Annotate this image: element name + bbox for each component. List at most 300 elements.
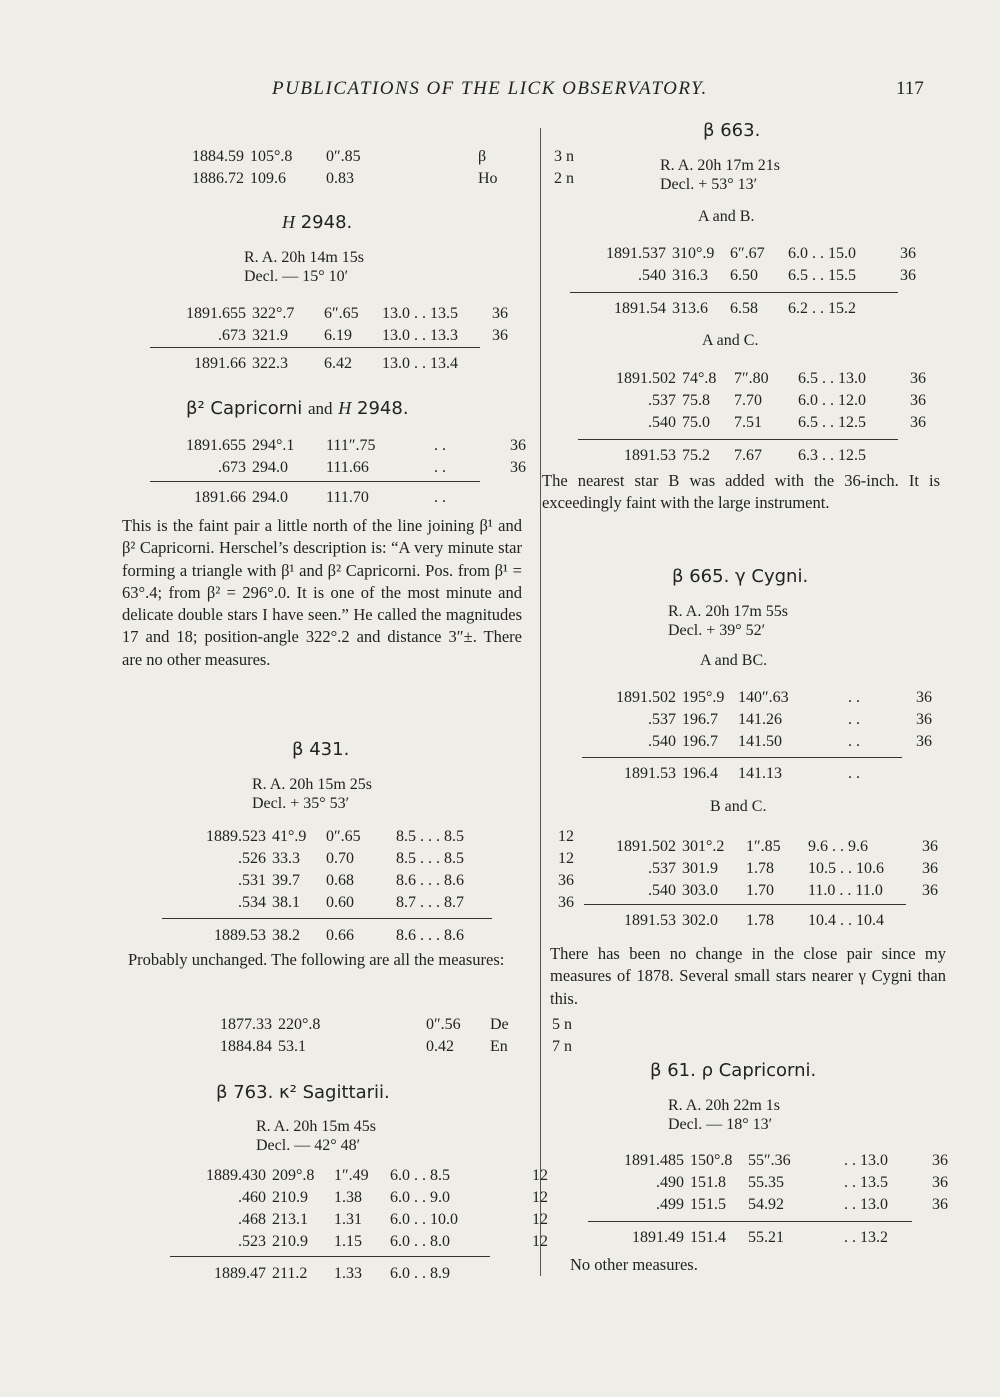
cell-nights xyxy=(532,1263,568,1285)
cell-nights: 36 xyxy=(510,437,526,454)
cell-distance: 1.70 xyxy=(746,882,774,899)
table-row xyxy=(162,826,594,848)
cell-distance: 1.78 xyxy=(746,912,774,929)
table-row xyxy=(170,1187,568,1209)
paragraph-probably-unchanged: Probably unchanged. The following are all the measures: xyxy=(128,950,505,969)
cell-epoch: 1891.53 xyxy=(624,447,676,464)
cell-distance: 111.70 xyxy=(326,489,369,506)
table-row xyxy=(574,243,936,265)
cell-epoch: .537 xyxy=(648,392,676,409)
cell-magnitudes: De xyxy=(490,1016,509,1033)
mean-row xyxy=(152,353,528,375)
cell-nights xyxy=(900,298,936,320)
cell-nights: 12 xyxy=(532,1233,548,1250)
cell-position-angle: 196.4 xyxy=(682,765,718,782)
rule xyxy=(584,904,906,905)
cell-distance: 1.38 xyxy=(334,1189,362,1206)
cell-nights xyxy=(932,1227,968,1249)
cell-position-angle: 294.0 xyxy=(252,459,288,476)
cell-epoch: .490 xyxy=(656,1174,684,1191)
cell-nights: 2 n xyxy=(554,170,574,187)
title-number: β 763. xyxy=(216,1082,274,1103)
cell-nights: 36 xyxy=(932,1196,948,1213)
title-number: β 61. xyxy=(650,1060,696,1081)
cell-distance: 111″.75 xyxy=(326,437,376,454)
note-b61: No other measures. xyxy=(570,1255,698,1274)
table-row xyxy=(582,687,952,709)
cell-nights: 12 xyxy=(532,1189,548,1206)
section-title-b763 xyxy=(216,1082,390,1103)
table-row xyxy=(162,892,594,914)
cell-epoch: 1891.502 xyxy=(616,370,676,387)
cell-distance: 1.15 xyxy=(334,1233,362,1250)
cell-position-angle: 75.0 xyxy=(682,414,710,431)
cell-epoch: .531 xyxy=(238,872,266,889)
cell-magnitudes: . . xyxy=(848,733,860,750)
table-b61-mean xyxy=(590,1227,968,1249)
cell-nights: 36 xyxy=(910,414,926,431)
cell-nights: 12 xyxy=(532,1167,548,1184)
cell-position-angle: 321.9 xyxy=(252,327,288,344)
cell-position-angle: 151.8 xyxy=(690,1174,726,1191)
coordinates-b763 xyxy=(256,1117,376,1155)
table-row xyxy=(152,146,590,168)
cell-epoch: 1891.49 xyxy=(632,1229,684,1246)
cell-distance: 55.21 xyxy=(748,1229,784,1246)
table-b2cap xyxy=(152,435,546,479)
cell-position-angle: 196.7 xyxy=(682,733,718,750)
cell-position-angle: 322°.7 xyxy=(252,305,295,322)
cell-position-angle: 313.6 xyxy=(672,300,708,317)
cell-distance: 54.92 xyxy=(748,1196,784,1213)
cell-position-angle: 213.1 xyxy=(272,1211,308,1228)
cell-epoch: 1891.485 xyxy=(624,1152,684,1169)
cell-position-angle: 195°.9 xyxy=(682,689,725,706)
cell-magnitudes: 6.2 . . 15.2 xyxy=(788,300,856,317)
cell-epoch: 1889.47 xyxy=(214,1265,266,1282)
section-title-b2cap xyxy=(186,398,409,419)
section-title-h2948 xyxy=(282,212,352,233)
table-b665-bc-mean xyxy=(584,910,958,932)
cell-position-angle: 302.0 xyxy=(682,912,718,929)
cell-distance: 7.51 xyxy=(734,414,762,431)
cell-magnitudes: . . xyxy=(434,489,446,506)
subheading-a-and-b: A and B. xyxy=(698,208,755,225)
cell-epoch: .540 xyxy=(648,414,676,431)
cell-distance: 0.70 xyxy=(326,850,354,867)
declination: Decl. + 39° 52′ xyxy=(668,622,766,639)
table-row xyxy=(584,858,958,880)
cell-nights xyxy=(910,445,946,467)
coordinates-b665 xyxy=(668,602,788,640)
right-ascension: R. A. 20h 15m 45s xyxy=(256,1118,377,1135)
note-b665: There has been no change in the close pair since my measures of 1878. Several small stars nearer γ Cygni than this. xyxy=(550,944,946,1008)
section-title-b665 xyxy=(672,566,808,587)
cell-distance: 0.83 xyxy=(326,170,354,187)
cell-epoch: 1891.502 xyxy=(616,689,676,706)
star-name: ρ Capricorni. xyxy=(701,1060,817,1081)
table-b663-ac-mean xyxy=(578,445,946,467)
cell-epoch: 1891.537 xyxy=(606,245,666,262)
cell-magnitudes: 6.5 . . 12.5 xyxy=(798,414,866,431)
cell-position-angle: 322.3 xyxy=(252,355,288,372)
cell-distance: 141.13 xyxy=(738,765,782,782)
table-row xyxy=(162,1014,588,1036)
cell-magnitudes: 10.4 . . 10.4 xyxy=(808,912,884,929)
cell-epoch: 1884.59 xyxy=(192,148,244,165)
cell-position-angle: 210.9 xyxy=(272,1189,308,1206)
cell-epoch: .499 xyxy=(656,1196,684,1213)
right-ascension: R. A. 20h 17m 21s xyxy=(660,157,781,174)
star-name: γ Cygni. xyxy=(735,566,809,587)
table-b431-mean xyxy=(162,925,594,947)
coordinates-b431 xyxy=(252,775,372,813)
cell-magnitudes: 6.3 . . 12.5 xyxy=(798,447,866,464)
cell-nights xyxy=(922,910,958,932)
cell-nights: 36 xyxy=(492,305,508,322)
rule xyxy=(588,1221,912,1222)
cell-distance: 6.58 xyxy=(730,300,758,317)
cell-magnitudes: 9.6 . . 9.6 xyxy=(808,838,868,855)
declination: Decl. + 35° 53′ xyxy=(252,795,350,812)
title-and: and xyxy=(308,399,333,418)
table-b61 xyxy=(590,1150,968,1216)
cell-position-angle: 74°.8 xyxy=(682,370,717,387)
cell-epoch: .540 xyxy=(638,267,666,284)
table-b665-abc xyxy=(582,687,952,753)
cell-position-angle: 294.0 xyxy=(252,489,288,506)
cell-nights: 36 xyxy=(900,245,916,262)
cell-magnitudes: . . 13.0 xyxy=(844,1196,888,1213)
rule xyxy=(170,1256,490,1257)
table-row xyxy=(590,1150,968,1172)
mean-row xyxy=(152,487,546,509)
table-b763-mean xyxy=(170,1263,568,1285)
cell-position-angle: 210.9 xyxy=(272,1233,308,1250)
cell-distance: 1.78 xyxy=(746,860,774,877)
section-title-b663: β 663. xyxy=(703,120,761,141)
cell-magnitudes: 13.0 . . 13.4 xyxy=(382,355,458,372)
table-row xyxy=(162,848,594,870)
table-b431 xyxy=(162,826,594,914)
cell-magnitudes: 6.0 . . 9.0 xyxy=(390,1189,450,1206)
cell-nights: 36 xyxy=(558,894,574,911)
cell-position-angle: 150°.8 xyxy=(690,1152,733,1169)
cell-epoch: 1891.502 xyxy=(616,838,676,855)
subheading-a-and-c: A and C. xyxy=(702,332,759,349)
cell-epoch: .673 xyxy=(218,327,246,344)
mean-row xyxy=(162,925,594,947)
table-h2948 xyxy=(152,303,528,347)
cell-epoch: 1891.655 xyxy=(186,437,246,454)
cell-position-angle: 301°.2 xyxy=(682,838,725,855)
table-b665-bc xyxy=(584,836,958,902)
cell-nights: 3 n xyxy=(554,148,574,165)
mean-row xyxy=(574,298,936,320)
cell-position-angle: 196.7 xyxy=(682,711,718,728)
mean-row xyxy=(590,1227,968,1249)
cell-nights: 36 xyxy=(492,327,508,344)
running-title: PUBLICATIONS OF THE LICK OBSERVATORY. xyxy=(272,78,708,99)
cell-epoch: .537 xyxy=(648,860,676,877)
cell-nights: 36 xyxy=(558,872,574,889)
table-row xyxy=(590,1172,968,1194)
cell-distance: 140″.63 xyxy=(738,689,789,706)
cell-distance: 7.70 xyxy=(734,392,762,409)
cell-position-angle: 33.3 xyxy=(272,850,300,867)
right-ascension: R. A. 20h 15m 25s xyxy=(252,776,373,793)
cell-magnitudes: . . 13.2 xyxy=(844,1229,888,1246)
cell-position-angle: 109.6 xyxy=(250,170,286,187)
cell-epoch: 1889.523 xyxy=(206,828,266,845)
star-name: κ² Sagittarii. xyxy=(279,1082,390,1103)
table-row xyxy=(582,731,952,753)
declination: Decl. — 42° 48′ xyxy=(256,1137,361,1154)
mean-row xyxy=(578,445,946,467)
cell-magnitudes: . . 13.5 xyxy=(844,1174,888,1191)
table-row xyxy=(574,265,936,287)
table-historical-measures xyxy=(162,1014,588,1058)
cell-magnitudes: . . xyxy=(848,689,860,706)
cell-distance: 6″.65 xyxy=(324,305,359,322)
cell-nights: 36 xyxy=(922,860,938,877)
cell-position-angle: 301.9 xyxy=(682,860,718,877)
page-number: 117 xyxy=(896,78,924,99)
rule xyxy=(150,347,480,348)
cell-position-angle: 151.4 xyxy=(690,1229,726,1246)
cell-magnitudes: 6.5 . . 15.5 xyxy=(788,267,856,284)
mean-row xyxy=(170,1263,568,1285)
cell-distance: 7.67 xyxy=(734,447,762,464)
cell-magnitudes: 8.7 . . . 8.7 xyxy=(396,894,464,911)
cell-distance: 1.31 xyxy=(334,1211,362,1228)
cell-epoch: .526 xyxy=(238,850,266,867)
cell-position-angle: 75.2 xyxy=(682,447,710,464)
cell-epoch: 1891.66 xyxy=(194,355,246,372)
cell-epoch: 1889.430 xyxy=(206,1167,266,1184)
cell-nights xyxy=(510,487,546,509)
title-number: β 665. xyxy=(672,566,730,587)
cell-epoch: 1886.72 xyxy=(192,170,244,187)
table-row xyxy=(152,457,546,479)
cell-magnitudes: 6.0 . . 8.0 xyxy=(390,1233,450,1250)
rule xyxy=(578,439,898,440)
declination: Decl. — 15° 10′ xyxy=(244,268,349,285)
cell-distance: 141.50 xyxy=(738,733,782,750)
paragraph-herschel: This is the faint pair a little north of the line joining β¹ and β² Capricorni. Herschel’s description is: “A very minute star forming a triangle with β¹ and β² Capricorni. Pos. from β¹ = 63°.4; from β² = 296°.0. It is one of the most minute and delicate double stars I have seen.” He called the magnitudes 17 and 18; position-angle 322°.2 and distance 3″±. There are no other measures. xyxy=(122,516,522,669)
cell-distance: 0″.56 xyxy=(426,1016,461,1033)
cell-nights: 36 xyxy=(932,1152,948,1169)
table-b763 xyxy=(170,1165,568,1253)
mean-row xyxy=(584,910,958,932)
cell-distance: 6.50 xyxy=(730,267,758,284)
note-b663: The nearest star B was added with the 36-inch. It is exceedingly faint with the large instrument. xyxy=(542,471,940,513)
title-letter: H xyxy=(338,398,352,418)
title-number: 2948. xyxy=(357,398,409,419)
table-b663-ab xyxy=(574,243,936,287)
cell-distance: 6.42 xyxy=(324,355,352,372)
cell-epoch: 1891.53 xyxy=(624,912,676,929)
table-row xyxy=(590,1194,968,1216)
table-row xyxy=(170,1165,568,1187)
cell-nights: 36 xyxy=(916,711,932,728)
rule xyxy=(570,292,898,293)
column-divider xyxy=(540,128,541,1276)
table-b663-ab-mean xyxy=(574,298,936,320)
cell-magnitudes: 8.5 . . . 8.5 xyxy=(396,828,464,845)
cell-position-angle: 105°.8 xyxy=(250,148,293,165)
cell-nights xyxy=(492,353,528,375)
cell-position-angle: 310°.9 xyxy=(672,245,715,262)
cell-nights: 36 xyxy=(916,689,932,706)
section-title-b431: β 431. xyxy=(292,739,350,760)
table-b2cap-mean xyxy=(152,487,546,509)
cell-distance: 0.42 xyxy=(426,1038,454,1055)
cell-epoch: .673 xyxy=(218,459,246,476)
table-h2948-mean xyxy=(152,353,528,375)
cell-position-angle: 209°.8 xyxy=(272,1167,315,1184)
cell-epoch: 1891.66 xyxy=(194,489,246,506)
subheading-a-and-bc: A and BC. xyxy=(700,652,768,669)
cell-distance: 6.19 xyxy=(324,327,352,344)
cell-magnitudes: 8.5 . . . 8.5 xyxy=(396,850,464,867)
cell-epoch: 1891.53 xyxy=(624,765,676,782)
cell-nights: 36 xyxy=(932,1174,948,1191)
cell-position-angle: 294°.1 xyxy=(252,437,295,454)
cell-position-angle: 75.8 xyxy=(682,392,710,409)
cell-epoch: .523 xyxy=(238,1233,266,1250)
cell-distance: 1.33 xyxy=(334,1265,362,1282)
cell-position-angle: 39.7 xyxy=(272,872,300,889)
cell-nights: 36 xyxy=(916,733,932,750)
cell-epoch: .468 xyxy=(238,1211,266,1228)
table-row xyxy=(152,303,528,325)
rule xyxy=(162,918,492,919)
cell-position-angle: 316.3 xyxy=(672,267,708,284)
cell-position-angle: 41°.9 xyxy=(272,828,307,845)
cell-distance: 141.26 xyxy=(738,711,782,728)
cell-nights: 36 xyxy=(922,882,938,899)
cell-position-angle: 303.0 xyxy=(682,882,718,899)
cell-magnitudes: 6.0 . . 10.0 xyxy=(390,1211,458,1228)
cell-position-angle: 151.5 xyxy=(690,1196,726,1213)
declination: Decl. — 18° 13′ xyxy=(668,1116,773,1133)
cell-nights: 12 xyxy=(558,850,574,867)
table-row xyxy=(170,1209,568,1231)
table-row xyxy=(162,870,594,892)
cell-magnitudes: 10.5 . . 10.6 xyxy=(808,860,884,877)
cell-position-angle: 38.1 xyxy=(272,894,300,911)
table-row xyxy=(584,836,958,858)
cell-distance: 0.68 xyxy=(326,872,354,889)
cell-position-angle: 38.2 xyxy=(272,927,300,944)
cell-distance: 0″.85 xyxy=(326,148,361,165)
cell-magnitudes: 6.0 . . 8.9 xyxy=(390,1265,450,1282)
cell-magnitudes: 6.0 . . 12.0 xyxy=(798,392,866,409)
cell-magnitudes: . . xyxy=(434,437,446,454)
cell-magnitudes: . . xyxy=(848,765,860,782)
declination: Decl. + 53° 13′ xyxy=(660,176,758,193)
cell-magnitudes: 8.6 . . . 8.6 xyxy=(396,927,464,944)
cell-nights: 36 xyxy=(910,370,926,387)
cell-magnitudes: En xyxy=(490,1038,508,1055)
cell-position-angle: 53.1 xyxy=(278,1038,306,1055)
cell-nights: 12 xyxy=(558,828,574,845)
table-row xyxy=(152,435,546,457)
cell-epoch: 1891.54 xyxy=(614,300,666,317)
cell-distance: 1″.49 xyxy=(334,1167,369,1184)
cell-epoch: 1889.53 xyxy=(214,927,266,944)
cell-magnitudes: 6.0 . . 8.5 xyxy=(390,1167,450,1184)
table-b665-abc-mean xyxy=(582,763,952,785)
table-row xyxy=(152,168,590,190)
cell-magnitudes: 6.5 . . 13.0 xyxy=(798,370,866,387)
cell-magnitudes: . . 13.0 xyxy=(844,1152,888,1169)
subheading-b-and-c: B and C. xyxy=(710,798,767,815)
cell-magnitudes: 13.0 . . 13.5 xyxy=(382,305,458,322)
mean-row xyxy=(582,763,952,785)
cell-distance: 0″.65 xyxy=(326,828,361,845)
table-row xyxy=(578,412,946,434)
cell-magnitudes: . . xyxy=(434,459,446,476)
cell-magnitudes: Ho xyxy=(478,170,498,187)
title-letter: H xyxy=(282,212,295,232)
table-row xyxy=(170,1231,568,1253)
cell-magnitudes: 6.0 . . 15.0 xyxy=(788,245,856,262)
cell-position-angle: 220°.8 xyxy=(278,1016,321,1033)
cell-magnitudes: 11.0 . . 11.0 xyxy=(808,882,883,899)
right-ascension: R. A. 20h 14m 15s xyxy=(244,249,365,266)
right-ascension: R. A. 20h 17m 55s xyxy=(668,603,789,620)
table-row xyxy=(582,709,952,731)
cell-magnitudes: 8.6 . . . 8.6 xyxy=(396,872,464,889)
coordinates-b663 xyxy=(660,156,780,194)
cell-epoch: .534 xyxy=(238,894,266,911)
coordinates-b61 xyxy=(668,1096,780,1134)
cell-distance: 6″.67 xyxy=(730,245,765,262)
cell-nights: 5 n xyxy=(552,1016,572,1033)
cell-distance: 7″.80 xyxy=(734,370,769,387)
cell-distance: 0.66 xyxy=(326,927,354,944)
cell-epoch: 1884.84 xyxy=(220,1038,272,1055)
star-name: β² Capricorni xyxy=(186,398,303,419)
table-top-measures xyxy=(152,146,590,190)
cell-nights: 7 n xyxy=(552,1038,572,1055)
cell-nights: 36 xyxy=(900,267,916,284)
cell-nights xyxy=(916,763,952,785)
cell-nights: 36 xyxy=(922,838,938,855)
table-row xyxy=(162,1036,588,1058)
cell-epoch: .540 xyxy=(648,882,676,899)
rule xyxy=(150,481,480,482)
cell-distance: 0.60 xyxy=(326,894,354,911)
table-row xyxy=(584,880,958,902)
cell-nights: 36 xyxy=(910,392,926,409)
cell-epoch: 1891.655 xyxy=(186,305,246,322)
right-ascension: R. A. 20h 22m 1s xyxy=(668,1097,781,1114)
cell-distance: 1″.85 xyxy=(746,838,781,855)
cell-nights: 36 xyxy=(510,459,526,476)
cell-distance: 55.35 xyxy=(748,1174,784,1191)
cell-position-angle: 211.2 xyxy=(272,1265,308,1282)
cell-epoch: .537 xyxy=(648,711,676,728)
title-number: 2948. xyxy=(300,212,353,233)
cell-distance: 111.66 xyxy=(326,459,369,476)
table-b663-ac xyxy=(578,368,946,434)
table-row xyxy=(578,368,946,390)
table-row xyxy=(152,325,528,347)
rule xyxy=(582,757,902,758)
